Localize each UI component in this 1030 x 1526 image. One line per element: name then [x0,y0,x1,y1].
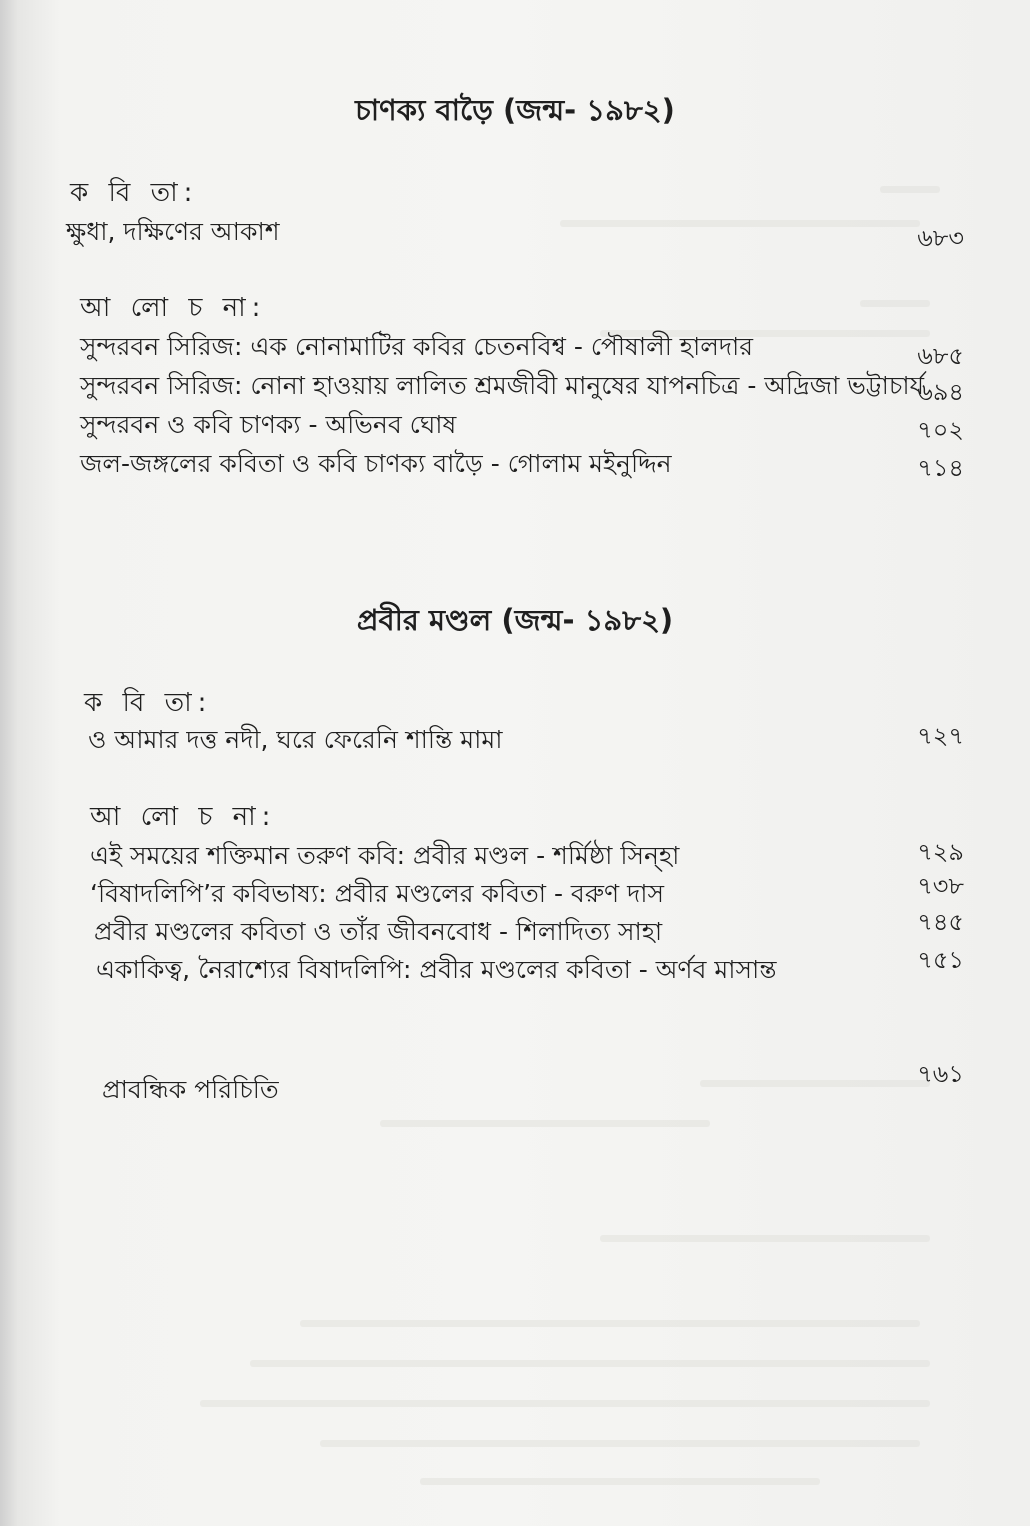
bleed-through-mark [880,186,940,193]
toc-entry-page: ৭৬১ [917,1060,964,1088]
toc-entry-title: সুন্দরবন সিরিজ: এক নোনামাটির কবির চেতনবিশ্ব - পৌষালী হালদার [80,332,753,361]
toc-entry-page: ৬৮৩ [917,224,964,252]
toc-entry-page: ৬৯৪ [917,378,964,406]
bleed-through-mark [600,1235,930,1242]
bleed-through-mark [380,1120,710,1127]
toc-entry-page: ৬৮৫ [917,342,964,370]
toc-entry-title: একাকিত্ব, নৈরাশ্যের বিষাদলিপি: প্রবীর মণ্ডলের কবিতা - অর্ণব মাসান্ত [96,955,777,984]
poems-label: ক বি তা: [70,178,199,208]
toc-entry-title: প্রাবন্ধিক পরিচিতি [102,1075,279,1104]
toc-entry-page: ৭৩৮ [917,872,964,900]
toc-entry-title: ক্ষুধা, দক্ষিণের আকাশ [66,217,280,246]
toc-entry-title: এই সময়ের শক্তিমান তরুণ কবি: প্রবীর মণ্ডল - শর্মিষ্ঠা সিন্‌হা [90,841,680,870]
toc-entry-page: ৭২৯ [917,838,964,866]
section-heading: চাণক্য বাড়ৈ (জন্ম- ১৯৮২) [355,93,675,127]
toc-entry-title: প্রবীর মণ্ডলের কবিতা ও তাঁর জীবনবোধ - শিলাদিত্য সাহা [94,917,663,946]
toc-entry-title: জল-জঙ্গলের কবিতা ও কবি চাণক্য বাড়ৈ - গোলাম মইনুদ্দিন [80,449,672,478]
toc-entry-page: ৭৫১ [917,946,964,974]
bleed-through-mark [320,1440,920,1447]
bleed-through-mark [250,1360,930,1367]
toc-entry-page: ৭২৭ [917,722,964,750]
toc-entry-title: ও আমার দত্ত নদী, ঘরে ফেরেনি শান্তি মামা [88,725,503,754]
section-heading: প্রবীর মণ্ডল (জন্ম- ১৯৮২) [356,603,674,637]
poems-label: ক বি তা: [84,688,213,718]
toc-entry-page: ৭৪৫ [917,908,964,936]
essays-label: আ লো চ না: [90,802,277,832]
bleed-through-mark [560,220,920,227]
bleed-through-mark [860,300,930,307]
toc-entry-title: সুন্দরবন ও কবি চাণক্য - অভিনব ঘোষ [80,410,457,439]
essays-label: আ লো চ না: [80,293,267,323]
bleed-through-mark [200,1400,930,1407]
toc-entry-page: ৭১৪ [917,454,964,482]
toc-entry-title: সুন্দরবন সিরিজ: নোনা হাওয়ায় লালিত শ্রমজীবী মানুষের যাপনচিত্র - অদ্রিজা ভট্টাচার্য [80,371,925,400]
toc-entry-title: ‘বিষাদলিপি’র কবিভাষ্য: প্রবীর মণ্ডলের কবিতা - বরুণ দাস [90,879,664,908]
bleed-through-mark [700,1080,930,1087]
bleed-through-mark [300,1320,920,1327]
bleed-through-mark [420,1478,820,1485]
toc-entry-page: ৭০২ [917,416,964,444]
